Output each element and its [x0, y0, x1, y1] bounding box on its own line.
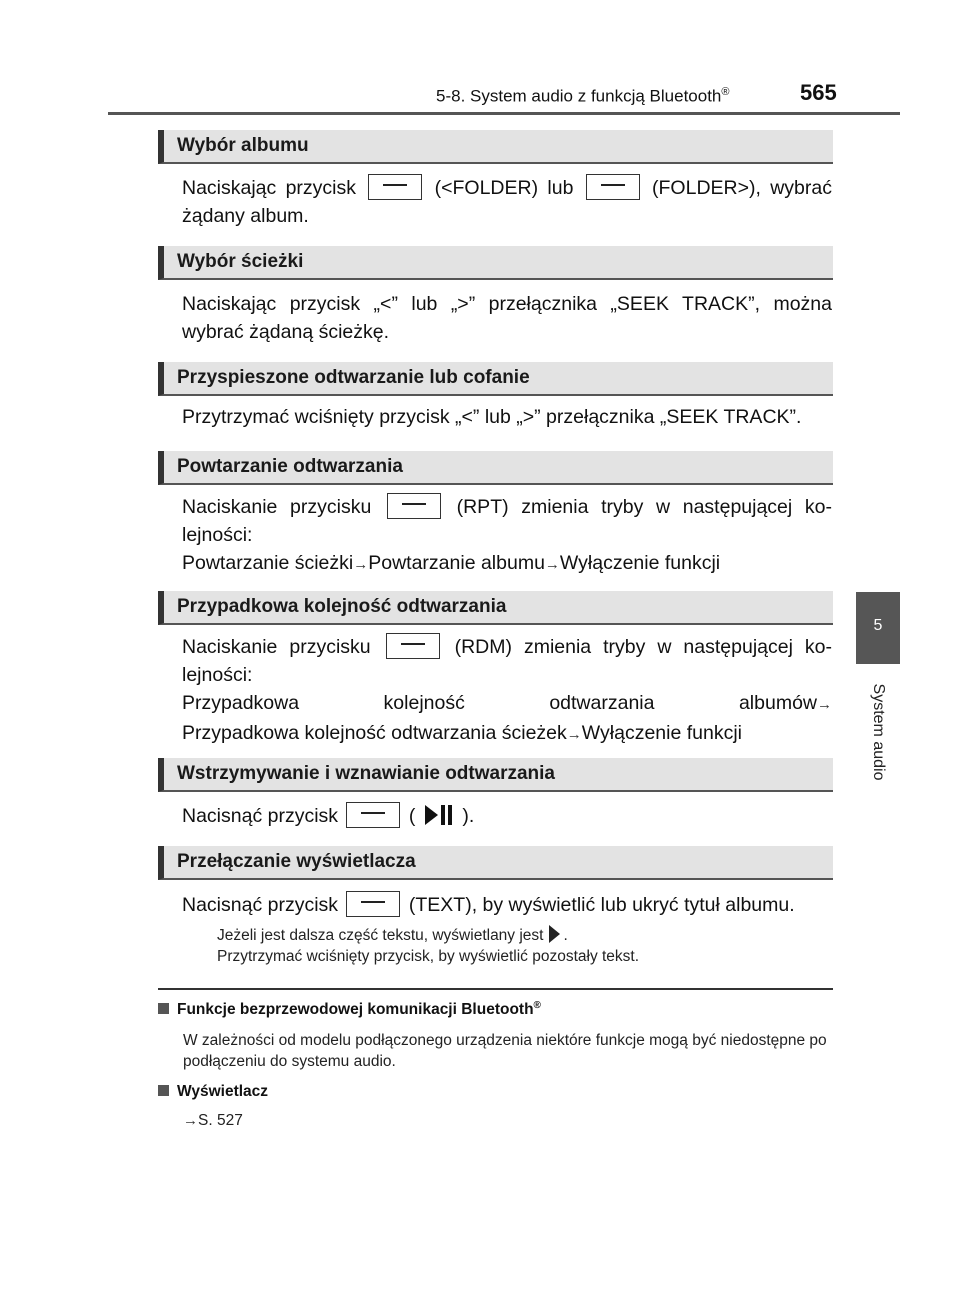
arrow-icon: → [544, 556, 560, 573]
display-note-text: Jeżeli jest dalsza część tekstu, wyświetlany jest [217, 927, 544, 944]
display-note-line2: Przytrzymać wciśnięty przycisk, by wyświetlić pozostały tekst. [217, 948, 640, 965]
bullet-heading-bluetooth [158, 1000, 541, 1019]
chapter-tab-label-text: System audio [870, 683, 887, 781]
registered-mark: ® [533, 1000, 541, 1011]
square-bullet-icon [158, 1003, 169, 1014]
display-note [217, 925, 837, 967]
body-text: ). [462, 805, 475, 827]
display-note-line1 [217, 925, 837, 946]
body-line [182, 493, 832, 521]
running-header-text: 5-8. System audio z funkcją Bluetooth [436, 86, 722, 106]
body-text: Naciskając przycisk [182, 177, 366, 199]
square-bullet-icon [158, 1085, 169, 1096]
section-body-track [182, 290, 832, 346]
bullet-heading-text: Funkcje bezprzewodowej komunikacji Bluetooth [177, 1001, 534, 1019]
body-text: Powtarzanie ścieżki [182, 552, 354, 574]
bullet-heading-display [158, 1083, 268, 1101]
section-body-pause [182, 802, 832, 830]
section-heading-display: Przełączanie wyświetlacza [158, 846, 833, 880]
bullet-text-display [183, 1110, 833, 1131]
body-line [182, 403, 832, 431]
switch-key-icon [368, 174, 422, 200]
body-line [182, 891, 832, 919]
arrow-icon: → [353, 556, 369, 573]
chapter-tab: 5 [856, 592, 900, 664]
body-text: Przypadkowa kolejność odtwarzania albumów [182, 692, 817, 714]
body-line [182, 290, 832, 318]
section-heading-repeat: Powtarzanie odtwarzania [158, 451, 833, 485]
body-text: ( [403, 805, 416, 827]
bullet-heading-text: Wyświetlacz [177, 1083, 269, 1100]
body-text: Nacisnąć przycisk [182, 805, 344, 827]
chapter-tab-label [852, 672, 904, 792]
body-text: Naciskanie przycisku [182, 636, 383, 658]
switch-key-icon [387, 493, 441, 519]
more-text-triangle-icon [549, 925, 560, 943]
switch-key-icon [346, 891, 400, 917]
body-line [182, 318, 832, 346]
arrow-icon: → [566, 726, 582, 743]
section-heading-seek: Przyspieszone odtwarzanie lub cofanie [158, 362, 833, 396]
body-text: (<FOLDER) lub [425, 177, 583, 199]
body-text: Wyłączenie funkcji [559, 552, 721, 574]
page-reference-link[interactable]: S. 527 [198, 1112, 243, 1129]
section-heading-track: Wybór ścieżki [158, 246, 833, 280]
body-line [182, 661, 832, 689]
body-text: (RDM) zmienia tryby w następującej ko- [442, 636, 832, 658]
body-line [182, 521, 832, 549]
page-number: 565 [800, 80, 837, 105]
running-header [436, 86, 730, 107]
body-text: (RPT) zmienia tryby w następującej ko- [443, 496, 832, 518]
body-text: (FOLDER>), wybrać [642, 177, 832, 199]
body-text: Nacisnąć przycisk [182, 894, 344, 916]
body-line [182, 174, 832, 202]
section-heading-album: Wybór albumu [158, 130, 833, 164]
section-heading-random: Przypadkowa kolejność odtwarzania [158, 591, 833, 625]
registered-mark: ® [721, 86, 730, 98]
body-line [182, 689, 832, 719]
body-text: (TEXT), by wyświetlić lub ukryć tytuł albumu. [403, 894, 795, 916]
arrow-icon: → [817, 696, 832, 713]
section-heading-pause: Wstrzymywanie i wznawianie odtwarzania [158, 758, 833, 792]
body-text: wybrać żądaną ścieżkę. [182, 321, 390, 343]
notes-divider [158, 988, 833, 990]
play-pause-icon [425, 805, 452, 825]
bullet-text-bluetooth: W zależności od modelu podłączonego urządzenia niektóre funkcje mogą być niedostępne po podłączeniu do systemu audio. [183, 1032, 827, 1070]
body-text: Wyłączenie funkcji [581, 722, 742, 744]
body-line [182, 802, 832, 830]
switch-key-icon [586, 174, 640, 200]
reference-arrow-icon: → [183, 1112, 198, 1129]
section-body-seek [182, 403, 832, 431]
body-line [182, 202, 832, 230]
body-text: lejności: [182, 524, 253, 546]
body-text: Przytrzymać wciśnięty przycisk „<” lub „>” przełącznika „SEEK TRACK”. [182, 406, 802, 428]
body-text: Powtarzanie albumu [368, 552, 545, 574]
switch-key-icon [386, 633, 440, 659]
header-rule [108, 112, 900, 115]
section-body-random [182, 633, 832, 749]
section-body-album [182, 174, 832, 230]
body-line [182, 633, 832, 661]
body-text: Przypadkowa kolejność odtwarzania ścieżek [182, 722, 567, 744]
switch-key-icon [346, 802, 400, 828]
body-text: żądany album. [182, 205, 309, 227]
section-body-repeat [182, 493, 832, 579]
display-note-end: . [563, 927, 568, 944]
body-line [182, 719, 832, 749]
body-line [182, 549, 832, 579]
body-text: Naciskanie przycisku [182, 496, 384, 518]
body-text: Naciskając przycisk „<” lub „>” przełącznika „SEEK TRACK”, można [182, 293, 832, 315]
body-text: lejności: [182, 664, 253, 686]
section-body-display [182, 891, 832, 919]
